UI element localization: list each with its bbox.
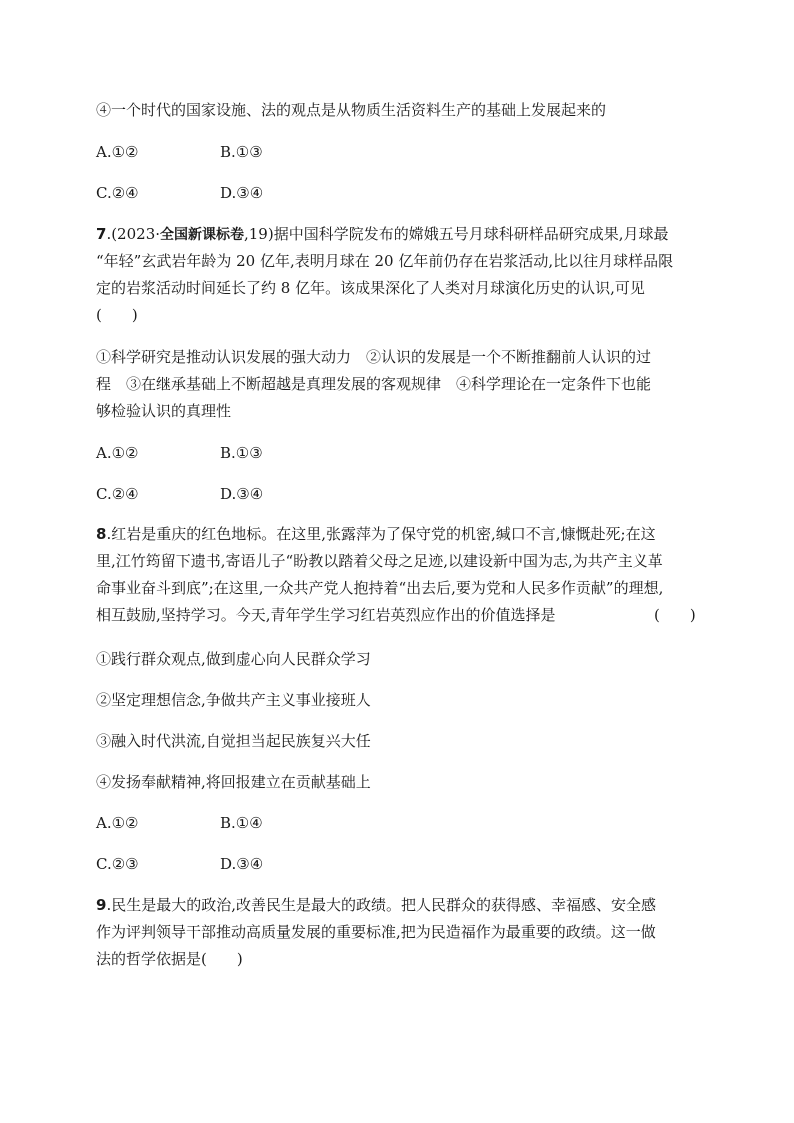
q7-stem-line-3: 定的岩浆活动时间延长了约 8 亿年。该成果深化了人类对月球演化历史的认识,可见 [96,279,645,297]
q9-stem-line-2: 作为评判领导干部推动高质量发展的重要标准,把为民造福作为最重要的政绩。这一做 [96,923,656,941]
q7-statements-line-2: 程 ③在继承基础上不断超越是真理发展的客观规律 ④科学理论在一定条件下也能 [96,375,652,393]
q8-option-b: B.①④ [220,814,263,832]
q8-statement-2: ②坚定理想信念,争做共产主义事业接班人 [96,691,371,709]
q7-statements-line-1: ①科学研究是推动认识发展的强大动力 ②认识的发展是一个不断推翻前人认识的过 [96,348,652,366]
q7-stem-line-2: “年轻”玄武岩年龄为 20 亿年,表明月球在 20 亿年前仍存在岩浆活动,比以往月球样品限 [96,252,674,270]
q7-source-close: ,19) [244,225,274,243]
q7-number: 7 [96,225,107,243]
q8-option-c: C.②③ [96,855,139,873]
q7-option-a: A.①② [96,444,139,462]
q6-option-a: A.①② [96,143,139,161]
q9-stem-line-3: 法的哲学依据是( ) [96,950,243,968]
q9-stem-line-1 [96,894,656,916]
q7-answer-bracket: ( ) [96,306,138,324]
q6-option-c: C.②④ [96,184,139,202]
q8-answer-bracket: ( ) [654,606,696,624]
q6-option-b: B.①③ [220,143,263,161]
q7-stem-text-1: 据中国科学院发布的嫦娥五号月球科研样品研究成果,月球最 [273,225,669,243]
q8-stem-line-1 [96,523,656,545]
q8-statement-4: ④发扬奉献精神,将回报建立在贡献基础上 [96,773,371,791]
q7-statements-line-3: 够检验认识的真理性 [96,402,232,420]
q8-option-d: D.③④ [220,855,264,873]
q6-option-d: D.③④ [220,184,264,202]
q7-source: 全国新课标卷 [160,227,244,243]
q6-statement-4: ④一个时代的国家设施、法的观点是从物质生活资料生产的基础上发展起来的 [96,101,607,119]
q7-option-c: C.②④ [96,485,139,503]
q8-stem-text-1: .红岩是重庆的红色地标。在这里,张露萍为了保守党的机密,缄口不言,慷慨赴死;在这 [106,525,656,543]
q8-statement-3: ③融入时代洪流,自觉担当起民族复兴大任 [96,732,371,750]
q8-option-a: A.①② [96,814,139,832]
q9-stem-text-1: .民生是最大的政治,改善民生是最大的政绩。把人民群众的获得感、幸福感、安全感 [106,896,656,914]
q9-number: 9 [96,896,107,914]
q7-stem-line-1 [96,223,669,246]
q7-option-d: D.③④ [220,485,264,503]
q8-stem-line-4: 相互鼓励,坚持学习。今天,青年学生学习红岩英烈应作出的价值选择是 [96,606,556,624]
q8-stem-line-2: 里,江竹筠留下遗书,寄语儿子“盼教以踏着父母之足迹,以建设新中国为志,为共产主义革 [96,552,663,570]
q8-statement-1: ①践行群众观点,做到虚心向人民群众学习 [96,650,371,668]
q7-option-b: B.①③ [220,444,263,462]
q8-number: 8 [96,525,107,543]
q8-stem-line-3: 命事业奋斗到底”;在这里,一众共产党人抱持着“出去后,要为党和人民多作贡献”的理想, [96,579,664,597]
q7-source-open: .(2023· [106,225,160,243]
